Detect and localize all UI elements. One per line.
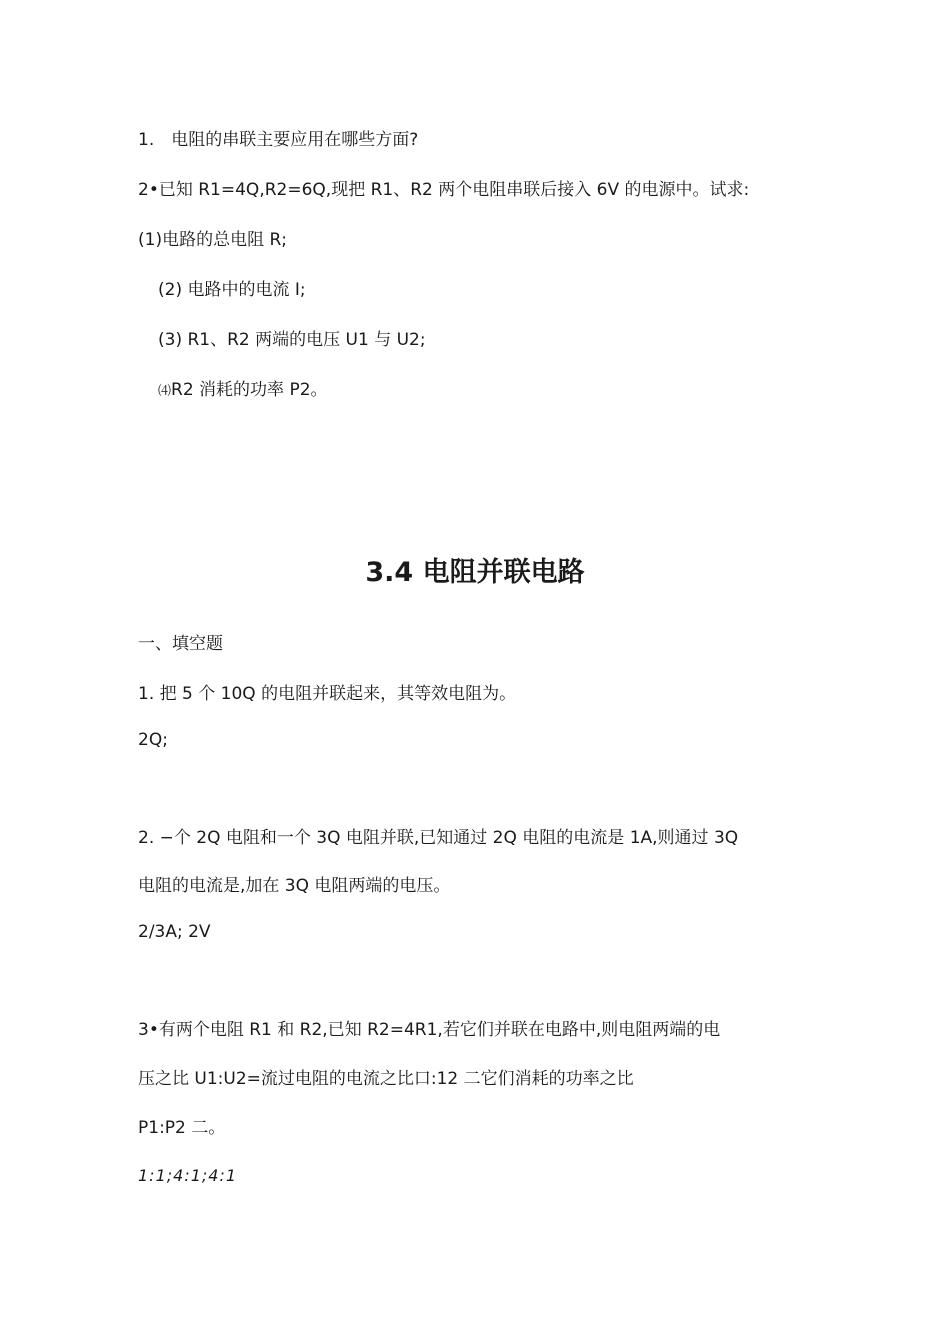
fill-question-3-line-3: P1:P2 二。 bbox=[138, 1118, 226, 1138]
question-2-part-3: (3) R1、R2 两端的电压 U1 与 U2; bbox=[158, 330, 426, 350]
part-4-text: R2 消耗的功率 P2。 bbox=[171, 380, 328, 400]
fill-question-3-line-2: 压之比 U1:U2=流过电阻的电流之比口:12 二它们消耗的功率之比 bbox=[138, 1069, 634, 1089]
fill-answer-3: 1:1;4:1;4:1 bbox=[138, 1166, 238, 1185]
fill-question-2-line-2: 电阻的电流是,加在 3Q 电阻两端的电压。 bbox=[138, 876, 451, 896]
fill-question-2-line-1: 2. −个 2Q 电阻和一个 3Q 电阻并联,已知通过 2Q 电阻的电流是 1A,则通过 3Q bbox=[138, 828, 739, 848]
fill-question-1: 1. 把 5 个 10Q 的电阻并联起来，其等效电阻为。 bbox=[138, 684, 517, 704]
section-subtitle: 一、填空题 bbox=[138, 634, 223, 654]
fill-answer-1: 2Q; bbox=[138, 730, 168, 750]
question-2-part-4 bbox=[158, 379, 328, 403]
question-2-part-1: (1)电路的总电阻 R; bbox=[138, 230, 288, 250]
question-1-series-application: 1. 电阻的串联主要应用在哪些方面? bbox=[138, 130, 419, 150]
question-2-part-2: (2) 电路中的电流 I; bbox=[158, 280, 306, 300]
section-title: 3.4 电阻并联电路 bbox=[365, 557, 585, 588]
part-4-number: ⑷ bbox=[158, 384, 172, 399]
fill-answer-2: 2/3A; 2V bbox=[138, 922, 211, 942]
question-2-series-circuit: 2•已知 R1=4Q,R2=6Q,现把 R1、R2 两个电阻串联后接入 6V 的电源中。试求: bbox=[138, 180, 750, 200]
fill-question-3-line-1: 3•有两个电阻 R1 和 R2,已知 R2=4R1,若它们并联在电路中,则电阻两端的电 bbox=[138, 1020, 721, 1040]
